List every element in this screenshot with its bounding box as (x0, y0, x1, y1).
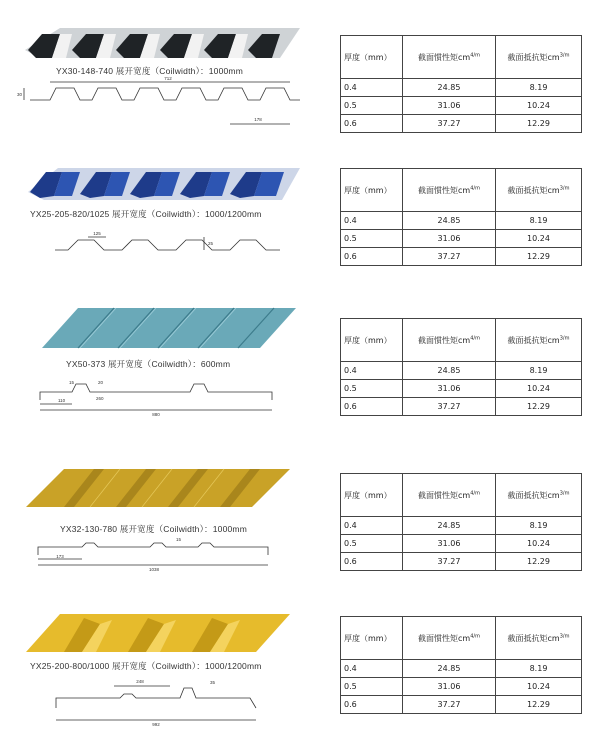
product-caption: YX32-130-780 展开宽度（Coilwidth）：1000mm (60, 524, 247, 534)
table-header-row (341, 474, 582, 517)
header-inertia: 截面惯性矩$cm^{4/m}$ (403, 36, 496, 79)
table-row: 0.6 37.27 12.29 (341, 115, 582, 133)
table-row: 0.5 31.06 10.24 (341, 97, 582, 115)
spec-table-2 (340, 168, 582, 266)
dim-label: 15 (176, 537, 182, 542)
table-row: 0.5 31.06 10.24 (341, 678, 582, 696)
table-row: 0.6 37.27 12.29 (341, 553, 582, 571)
table-row: 0.4 24.85 8.19 (341, 212, 582, 230)
dim-label: 1038 (148, 567, 160, 572)
table-row: 0.5 31.06 10.24 (341, 230, 582, 248)
product-row-1 (0, 0, 600, 140)
spec-table-3 (340, 318, 582, 416)
dim-label: 125 (93, 231, 101, 236)
dim-label: 712 (164, 76, 172, 81)
panel-image-3 (0, 300, 330, 420)
dim-label: 880 (152, 412, 160, 417)
table-row: 0.6 37.27 12.29 (341, 696, 582, 714)
dim-label: 173 (56, 554, 64, 559)
header-thickness: 厚度（mm） (341, 36, 403, 79)
table-row: 0.4 24.85 8.19 (341, 362, 582, 380)
dim-label: 20 (98, 380, 104, 385)
header-resistance: 截面抵抗矩$cm^{3/m}$ (496, 319, 582, 362)
header-resistance: 截面抵抗矩$cm^{3/m}$ (496, 474, 582, 517)
spec-table-4 (340, 473, 582, 571)
table-header-row (341, 36, 582, 79)
table-row: 0.4 24.85 8.19 (341, 660, 582, 678)
panel-image-1 (0, 0, 330, 120)
header-inertia: 截面惯性矩$cm^{4/m}$ (403, 169, 496, 212)
dim-label: 248 (136, 679, 144, 684)
table-row: 0.6 37.27 12.29 (341, 248, 582, 266)
product-row-4 (0, 455, 600, 595)
dim-label: 30 (16, 92, 22, 97)
panel-image-2 (0, 150, 330, 270)
dim-label: 260 (96, 396, 104, 401)
header-resistance: 截面抵抗矩$cm^{3/m}$ (496, 169, 582, 212)
header-resistance: 截面抵抗矩$cm^{3/m}$ (496, 36, 582, 79)
header-thickness: 厚度（mm） (341, 319, 403, 362)
header-resistance: 截面抵抗矩$cm^{3/m}$ (496, 617, 582, 660)
product-caption: YX25-205-820/1025 展开宽度（Coilwidth）：1000/1200mm (30, 209, 262, 219)
product-row-5 (0, 600, 600, 736)
header-inertia: 截面惯性矩$cm^{4/m}$ (403, 319, 496, 362)
table-header-row (341, 319, 582, 362)
ribbed-panel-illustration (0, 455, 330, 580)
product-caption: YX50-373 展开宽度（Coilwidth）：600mm (66, 359, 231, 369)
dim-label: 110 (58, 398, 66, 403)
dim-label: 178 (254, 117, 262, 122)
table-row: 0.4 24.85 8.19 (341, 517, 582, 535)
table-header-row (341, 617, 582, 660)
product-row-2 (0, 150, 600, 290)
dim-label: 992 (152, 722, 160, 727)
table-row: 0.5 31.06 10.24 (341, 535, 582, 553)
table-row: 0.5 31.06 10.24 (341, 380, 582, 398)
dim-label: 35 (210, 680, 216, 685)
table-header-row (341, 169, 582, 212)
table-row: 0.4 24.85 8.19 (341, 79, 582, 97)
header-inertia: 截面惯性矩$cm^{4/m}$ (403, 474, 496, 517)
product-row-3 (0, 300, 600, 440)
panel-image-5 (0, 600, 330, 727)
header-thickness: 厚度（mm） (341, 474, 403, 517)
product-caption: YX30-148-740 展开宽度（Coilwidth）：1000mm (56, 66, 243, 76)
table-row: 0.6 37.27 12.29 (341, 398, 582, 416)
header-inertia: 截面惯性矩$cm^{4/m}$ (403, 617, 496, 660)
panel-image-4 (0, 455, 330, 575)
product-caption: YX25-200-800/1000 展开宽度（Coilwidth）：1000/1200mm (30, 661, 262, 671)
spec-table-5 (340, 616, 582, 714)
dim-label: 25 (208, 241, 214, 246)
dim-label: 15 (68, 380, 74, 385)
spec-table-1 (340, 35, 582, 133)
header-thickness: 厚度（mm） (341, 169, 403, 212)
header-thickness: 厚度（mm） (341, 617, 403, 660)
